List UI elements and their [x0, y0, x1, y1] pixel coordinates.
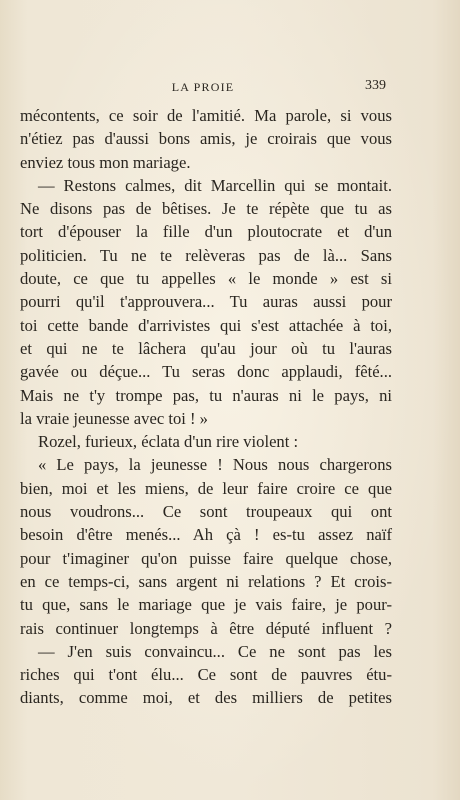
text-line: pourri qu'il t'approuvera... Tu auras aussi pour [20, 292, 392, 312]
text-line: toi cette bande d'arrivistes qui s'est attachée à toi, [20, 315, 392, 335]
text-line: Ne disons pas de bêtises. Je te répète que tu as [20, 199, 392, 219]
text-line: gavée ou déçue... Tu seras donc applaudi, fêté... [20, 362, 392, 382]
text-line: doute, ce que tu appelles « le monde » est si [20, 269, 392, 289]
text-line: — J'en suis convaincu... Ce ne sont pas les [38, 641, 392, 661]
text-line: Rozel, furieux, éclata d'un rire violent : [38, 432, 299, 452]
text-line: riches qui t'ont élu... Ce sont de pauvres étu- [20, 665, 392, 685]
text-line: Mais ne t'y trompe pas, tu n'auras ni le pays, ni [20, 385, 392, 405]
text-line: diants, comme moi, et des milliers de petites [20, 688, 392, 708]
text-line: politicien. Tu ne te relèveras pas de là... Sans [20, 245, 392, 265]
page-header [20, 78, 386, 96]
page-number: 339 [365, 78, 386, 93]
text-line: besoin d'être menés... Ah çà ! es-tu assez naïf [20, 525, 392, 545]
text-line: rais continuer longtemps à être député influent ? [20, 618, 392, 638]
text-line: bien, moi et les miens, de leur faire croire ce que [20, 478, 392, 498]
text-line: — Restons calmes, dit Marcellin qui se montait. [38, 175, 392, 195]
running-title: LA PROIE [171, 80, 235, 94]
text-line: et qui ne te lâchera qu'au jour où tu l'auras [20, 338, 392, 358]
text-line: nous voudrons... Ce sont troupeaux qui ont [20, 502, 392, 522]
text-line: enviez tous mon mariage. [20, 152, 191, 172]
text-line: pour t'imaginer qu'on puisse faire quelque chose, [20, 548, 392, 568]
text-line: en ce temps-ci, sans argent ni relations ? Et crois- [20, 571, 392, 591]
text-line: mécontents, ce soir de l'amitié. Ma parole, si vous [20, 106, 392, 125]
body-text [20, 104, 392, 710]
text-line: tu que, sans le mariage que je vais faire, je pour- [20, 595, 392, 615]
text-line: la vraie jeunesse avec toi ! » [20, 408, 208, 428]
text-line: « Le pays, la jeunesse ! Nous nous chargerons [38, 455, 392, 475]
text-line: n'étiez pas d'aussi bons amis, je croirais que vous [20, 129, 392, 149]
text-line: tort d'épouser la fille d'un ploutocrate et d'un [20, 222, 392, 242]
